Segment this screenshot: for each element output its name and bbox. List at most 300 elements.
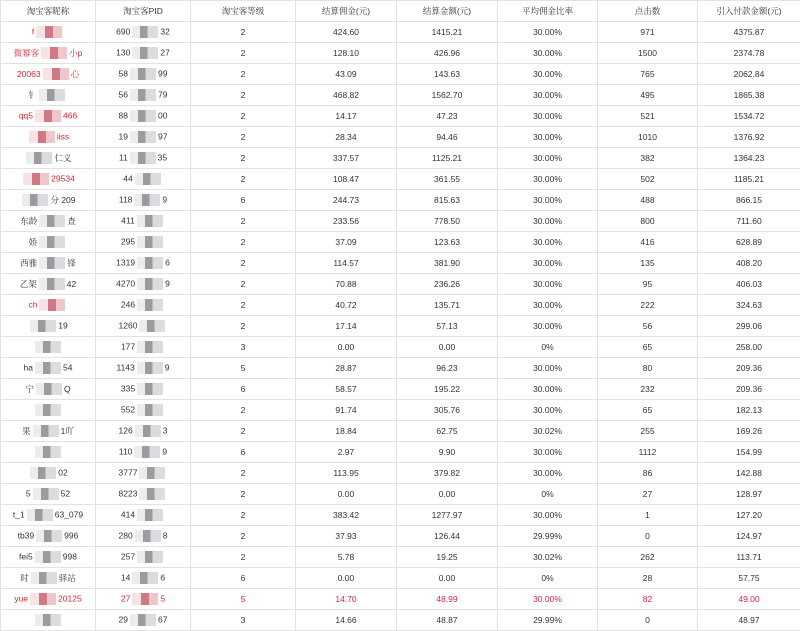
rate-cell: 30.02% <box>498 547 598 568</box>
nickname-cell <box>1 316 96 337</box>
pid-prefix: 29 <box>119 614 128 624</box>
privacy-mask <box>130 152 156 164</box>
privacy-mask <box>137 278 163 290</box>
nickname-prefix: t_1 <box>13 509 25 519</box>
privacy-mask <box>137 383 163 395</box>
table-row[interactable] <box>1 232 800 253</box>
commission-cell: 337.57 <box>296 148 397 169</box>
nickname-cell <box>1 505 96 526</box>
rate-cell: 0% <box>498 568 598 589</box>
nickname-cell <box>1 379 96 400</box>
clicks-cell: 56 <box>598 316 698 337</box>
rate-cell: 30.00% <box>498 106 598 127</box>
paid-amount-cell: 49.00 <box>698 589 800 610</box>
pid-prefix: 56 <box>119 89 128 99</box>
commission-cell: 17.14 <box>296 316 397 337</box>
paid-amount-cell: 169.26 <box>698 421 800 442</box>
amount-cell: 426.96 <box>397 43 498 64</box>
clicks-cell: 86 <box>598 463 698 484</box>
pid-prefix: 257 <box>121 551 135 561</box>
privacy-mask <box>30 467 56 479</box>
commission-cell: 128.10 <box>296 43 397 64</box>
clicks-cell: 488 <box>598 190 698 211</box>
nickname-suffix: 驿站 <box>59 573 76 583</box>
rate-cell: 30.00% <box>498 295 598 316</box>
privacy-mask <box>36 26 62 38</box>
pid-cell <box>96 337 191 358</box>
pid-cell <box>96 358 191 379</box>
privacy-mask <box>26 152 52 164</box>
clicks-cell: 765 <box>598 64 698 85</box>
pid-suffix: 99 <box>158 68 167 78</box>
paid-amount-cell: 1534.72 <box>698 106 800 127</box>
pid-prefix: 246 <box>121 299 135 309</box>
rate-cell: 30.00% <box>498 43 598 64</box>
level-cell: 3 <box>191 610 296 631</box>
pid-cell <box>96 148 191 169</box>
pid-suffix: 9 <box>165 362 170 372</box>
rate-cell: 30.00% <box>498 169 598 190</box>
amount-cell: 57.13 <box>397 316 498 337</box>
nickname-suffix: 1吖 <box>61 426 74 436</box>
paid-amount-cell: 408.20 <box>698 253 800 274</box>
pid-cell <box>96 43 191 64</box>
header-level[interactable]: 淘宝客等级 <box>191 1 296 22</box>
commission-cell: 37.93 <box>296 526 397 547</box>
clicks-cell: 65 <box>598 337 698 358</box>
pid-cell <box>96 589 191 610</box>
privacy-mask <box>135 425 161 437</box>
privacy-mask <box>35 341 61 353</box>
table-row[interactable] <box>1 274 800 295</box>
paid-amount-cell: 209.36 <box>698 379 800 400</box>
commission-cell: 43.09 <box>296 64 397 85</box>
nickname-cell <box>1 22 96 43</box>
level-cell: 2 <box>191 421 296 442</box>
table-row[interactable] <box>1 169 800 190</box>
rate-cell: 30.00% <box>498 463 598 484</box>
table-row[interactable] <box>1 337 800 358</box>
nickname-cell <box>1 526 96 547</box>
pid-cell <box>96 421 191 442</box>
pid-suffix: 3 <box>163 425 168 435</box>
pid-prefix: 177 <box>121 341 135 351</box>
paid-amount-cell: 628.89 <box>698 232 800 253</box>
pid-cell <box>96 505 191 526</box>
rate-cell: 30.00% <box>498 379 598 400</box>
commission-cell: 108.47 <box>296 169 397 190</box>
pid-cell <box>96 526 191 547</box>
pid-cell <box>96 547 191 568</box>
nickname-cell <box>1 337 96 358</box>
pid-suffix: 35 <box>158 152 167 162</box>
paid-amount-cell: 124.97 <box>698 526 800 547</box>
pid-prefix: 44 <box>123 173 132 183</box>
nickname-suffix: 466 <box>63 110 77 120</box>
nickname-suffix: 63_079 <box>55 509 83 519</box>
pid-cell <box>96 106 191 127</box>
level-cell: 2 <box>191 22 296 43</box>
table-row[interactable] <box>1 379 800 400</box>
nickname-suffix: 19 <box>58 320 67 330</box>
nickname-suffix: 02 <box>58 467 67 477</box>
table-row[interactable] <box>1 22 800 43</box>
pid-prefix: 1143 <box>116 362 134 372</box>
pid-prefix: 110 <box>119 446 133 456</box>
nickname-prefix: fei5 <box>19 551 33 561</box>
clicks-cell: 232 <box>598 379 698 400</box>
amount-cell: 47.23 <box>397 106 498 127</box>
table-row[interactable] <box>1 463 800 484</box>
pid-cell <box>96 484 191 505</box>
clicks-cell: 222 <box>598 295 698 316</box>
privacy-mask <box>132 593 158 605</box>
privacy-mask <box>132 572 158 584</box>
amount-cell: 361.55 <box>397 169 498 190</box>
amount-cell: 9.90 <box>397 442 498 463</box>
level-cell: 2 <box>191 43 296 64</box>
level-cell: 3 <box>191 337 296 358</box>
nickname-cell <box>1 484 96 505</box>
privacy-mask <box>137 362 163 374</box>
table-row[interactable] <box>1 547 800 568</box>
table-row[interactable] <box>1 400 800 421</box>
level-cell: 2 <box>191 295 296 316</box>
pid-cell <box>96 232 191 253</box>
pid-suffix: 97 <box>158 131 167 141</box>
table-row[interactable] <box>1 211 800 232</box>
header-commission[interactable]: 结算佣金(元) <box>296 1 397 22</box>
nickname-suffix: 查 <box>67 216 76 226</box>
clicks-cell: 135 <box>598 253 698 274</box>
paid-amount-cell: 258.00 <box>698 337 800 358</box>
rate-cell: 30.00% <box>498 274 598 295</box>
pid-prefix: 19 <box>119 131 128 141</box>
table-row[interactable] <box>1 484 800 505</box>
commission-cell: 58.57 <box>296 379 397 400</box>
privacy-mask <box>27 509 53 521</box>
privacy-mask <box>29 131 55 143</box>
rate-cell: 30.00% <box>498 358 598 379</box>
nickname-cell <box>1 295 96 316</box>
paid-amount-cell: 154.99 <box>698 442 800 463</box>
table-row[interactable] <box>1 610 800 631</box>
pid-cell <box>96 169 191 190</box>
table-body <box>1 22 800 631</box>
paid-amount-cell: 127.20 <box>698 505 800 526</box>
nickname-prefix: tb39 <box>18 530 35 540</box>
pid-prefix: 118 <box>119 194 133 204</box>
table-row[interactable] <box>1 526 800 547</box>
table-row[interactable] <box>1 295 800 316</box>
pid-suffix: 6 <box>165 257 170 267</box>
table-row[interactable] <box>1 253 800 274</box>
pid-cell <box>96 211 191 232</box>
privacy-mask <box>22 194 48 206</box>
privacy-mask <box>137 236 163 248</box>
amount-cell: 19.25 <box>397 547 498 568</box>
privacy-mask <box>134 194 160 206</box>
level-cell: 2 <box>191 526 296 547</box>
pid-suffix: 9 <box>165 278 170 288</box>
header-amount[interactable]: 结算金额(元) <box>397 1 498 22</box>
table-row[interactable] <box>1 316 800 337</box>
pid-cell <box>96 22 191 43</box>
amount-cell: 62.75 <box>397 421 498 442</box>
commission-cell: 0.00 <box>296 337 397 358</box>
nickname-prefix: yue <box>14 593 28 603</box>
header-clicks[interactable]: 点击数 <box>598 1 698 22</box>
commission-cell: 70.88 <box>296 274 397 295</box>
clicks-cell: 65 <box>598 400 698 421</box>
privacy-mask <box>36 530 62 542</box>
commission-cell: 0.00 <box>296 568 397 589</box>
nickname-prefix: 娇 <box>29 237 38 247</box>
commission-cell: 28.87 <box>296 358 397 379</box>
clicks-cell: 416 <box>598 232 698 253</box>
rate-cell: 30.00% <box>498 232 598 253</box>
clicks-cell: 262 <box>598 547 698 568</box>
privacy-mask <box>135 173 161 185</box>
level-cell: 2 <box>191 211 296 232</box>
privacy-mask <box>132 47 158 59</box>
header-paid[interactable]: 引入付款金额(元) <box>698 1 800 22</box>
level-cell: 2 <box>191 505 296 526</box>
clicks-cell: 95 <box>598 274 698 295</box>
privacy-mask <box>137 299 163 311</box>
paid-amount-cell: 1185.21 <box>698 169 800 190</box>
nickname-prefix: 西雅 <box>20 258 37 268</box>
amount-cell: 305.76 <box>397 400 498 421</box>
privacy-mask <box>31 572 57 584</box>
pid-prefix: 4270 <box>116 278 135 288</box>
nickname-suffix: 锋 <box>67 258 76 268</box>
commission-cell: 18.84 <box>296 421 397 442</box>
table-row[interactable] <box>1 589 800 610</box>
pid-prefix: 335 <box>121 383 135 393</box>
nickname-suffix: 仁义 <box>54 153 71 163</box>
rate-cell: 30.00% <box>498 253 598 274</box>
clicks-cell: 800 <box>598 211 698 232</box>
table-row[interactable] <box>1 43 800 64</box>
rate-cell: 30.00% <box>498 22 598 43</box>
level-cell: 2 <box>191 253 296 274</box>
amount-cell: 195.22 <box>397 379 498 400</box>
amount-cell: 379.82 <box>397 463 498 484</box>
privacy-mask <box>35 551 61 563</box>
commission-cell: 244.73 <box>296 190 397 211</box>
amount-cell: 236.26 <box>397 274 498 295</box>
rate-cell: 30.00% <box>498 589 598 610</box>
amount-cell: 0.00 <box>397 484 498 505</box>
amount-cell: 381.90 <box>397 253 498 274</box>
privacy-mask <box>139 320 165 332</box>
nickname-prefix: qq5 <box>19 110 33 120</box>
rate-cell: 30.00% <box>498 148 598 169</box>
pid-prefix: 58 <box>119 68 128 78</box>
nickname-suffix: 996 <box>64 530 78 540</box>
privacy-mask <box>130 110 156 122</box>
privacy-mask <box>139 467 165 479</box>
privacy-mask <box>130 131 156 143</box>
paid-amount-cell: 1364.23 <box>698 148 800 169</box>
pid-cell <box>96 253 191 274</box>
table-row[interactable] <box>1 64 800 85</box>
pid-suffix: 6 <box>160 572 165 582</box>
paid-amount-cell: 57.75 <box>698 568 800 589</box>
table-row[interactable] <box>1 568 800 589</box>
clicks-cell: 1 <box>598 505 698 526</box>
privacy-mask <box>35 404 61 416</box>
paid-amount-cell: 4375.87 <box>698 22 800 43</box>
nickname-prefix: 微幂客 <box>14 48 40 58</box>
nickname-suffix: 998 <box>63 551 77 561</box>
pid-cell <box>96 442 191 463</box>
amount-cell: 0.00 <box>397 568 498 589</box>
nickname-suffix: 52 <box>61 488 70 498</box>
rate-cell: 30.00% <box>498 211 598 232</box>
level-cell: 5 <box>191 358 296 379</box>
nickname-cell <box>1 169 96 190</box>
pid-suffix: 9 <box>162 194 167 204</box>
nickname-cell <box>1 106 96 127</box>
pid-prefix: 690 <box>116 26 130 36</box>
nickname-cell <box>1 358 96 379</box>
amount-cell: 1562.70 <box>397 85 498 106</box>
commission-cell: 14.66 <box>296 610 397 631</box>
level-cell: 2 <box>191 106 296 127</box>
pid-suffix: 00 <box>158 110 167 120</box>
level-cell: 2 <box>191 316 296 337</box>
level-cell: 2 <box>191 127 296 148</box>
paid-amount-cell: 406.03 <box>698 274 800 295</box>
amount-cell: 0.00 <box>397 337 498 358</box>
pid-prefix: 1319 <box>116 257 135 267</box>
pid-prefix: 14 <box>121 572 130 582</box>
amount-cell: 48.87 <box>397 610 498 631</box>
nickname-cell <box>1 442 96 463</box>
table-row[interactable] <box>1 505 800 526</box>
level-cell: 6 <box>191 379 296 400</box>
privacy-mask <box>33 488 59 500</box>
privacy-mask <box>137 551 163 563</box>
nickname-cell <box>1 43 96 64</box>
nickname-cell <box>1 421 96 442</box>
pid-cell <box>96 127 191 148</box>
pid-suffix: 27 <box>160 47 169 57</box>
pid-cell <box>96 316 191 337</box>
privacy-mask <box>137 257 163 269</box>
nickname-cell <box>1 547 96 568</box>
level-cell: 2 <box>191 274 296 295</box>
commission-cell: 40.72 <box>296 295 397 316</box>
table-row[interactable] <box>1 421 800 442</box>
commission-cell: 14.17 <box>296 106 397 127</box>
pid-prefix: 88 <box>119 110 128 120</box>
pid-suffix: 79 <box>158 89 167 99</box>
table-row[interactable] <box>1 190 800 211</box>
commission-cell: 5.78 <box>296 547 397 568</box>
nickname-prefix: 5 <box>26 488 31 498</box>
clicks-cell: 80 <box>598 358 698 379</box>
privacy-mask <box>139 488 165 500</box>
privacy-mask <box>39 278 65 290</box>
level-cell: 2 <box>191 463 296 484</box>
nickname-cell <box>1 253 96 274</box>
table-row[interactable] <box>1 148 800 169</box>
nickname-prefix: f <box>32 26 34 36</box>
table-row[interactable] <box>1 106 800 127</box>
commission-cell: 91.74 <box>296 400 397 421</box>
pid-prefix: 414 <box>121 509 135 519</box>
header-nickname[interactable]: 淘宝客昵称 <box>1 1 96 22</box>
clicks-cell: 255 <box>598 421 698 442</box>
commission-cell: 233.56 <box>296 211 397 232</box>
paid-amount-cell: 2062.84 <box>698 64 800 85</box>
rate-cell: 30.00% <box>498 316 598 337</box>
level-cell: 2 <box>191 148 296 169</box>
privacy-mask <box>43 68 69 80</box>
rate-cell: 30.00% <box>498 442 598 463</box>
privacy-mask <box>41 47 67 59</box>
clicks-cell: 0 <box>598 526 698 547</box>
paid-amount-cell: 1376.92 <box>698 127 800 148</box>
commission-cell: 424.60 <box>296 22 397 43</box>
nickname-suffix: 42 <box>67 279 76 289</box>
header-rate[interactable]: 平均佣金比率 <box>498 1 598 22</box>
rate-cell: 30.00% <box>498 400 598 421</box>
commission-cell: 114.57 <box>296 253 397 274</box>
nickname-cell <box>1 190 96 211</box>
privacy-mask <box>30 320 56 332</box>
pid-prefix: 27 <box>121 593 130 603</box>
pid-suffix: 32 <box>160 26 169 36</box>
privacy-mask <box>33 425 59 437</box>
nickname-prefix: 宁 <box>25 384 34 394</box>
commission-cell: 383.42 <box>296 505 397 526</box>
rate-cell: 30.00% <box>498 505 598 526</box>
pid-prefix: 130 <box>116 47 130 57</box>
paid-amount-cell: 182.13 <box>698 400 800 421</box>
level-cell: 2 <box>191 547 296 568</box>
rate-cell: 0% <box>498 337 598 358</box>
table-row[interactable] <box>1 127 800 148</box>
commission-cell: 113.95 <box>296 463 397 484</box>
paid-amount-cell: 128.97 <box>698 484 800 505</box>
amount-cell: 1415.21 <box>397 22 498 43</box>
nickname-cell <box>1 568 96 589</box>
paid-amount-cell: 299.06 <box>698 316 800 337</box>
nickname-cell <box>1 589 96 610</box>
level-cell: 2 <box>191 64 296 85</box>
level-cell: 2 <box>191 400 296 421</box>
table-row[interactable] <box>1 358 800 379</box>
privacy-mask <box>36 383 62 395</box>
pid-suffix: 67 <box>158 614 167 624</box>
privacy-mask <box>132 26 158 38</box>
privacy-mask <box>130 614 156 626</box>
privacy-mask <box>134 446 160 458</box>
rate-cell: 30.00% <box>498 190 598 211</box>
nickname-prefix: 20063 <box>17 69 41 79</box>
rate-cell: 30.00% <box>498 127 598 148</box>
nickname-prefix: ha <box>24 362 33 372</box>
table-row[interactable] <box>1 85 800 106</box>
table-row[interactable] <box>1 442 800 463</box>
pid-cell <box>96 64 191 85</box>
privacy-mask <box>30 593 56 605</box>
header-pid[interactable]: 淘宝客PID <box>96 1 191 22</box>
